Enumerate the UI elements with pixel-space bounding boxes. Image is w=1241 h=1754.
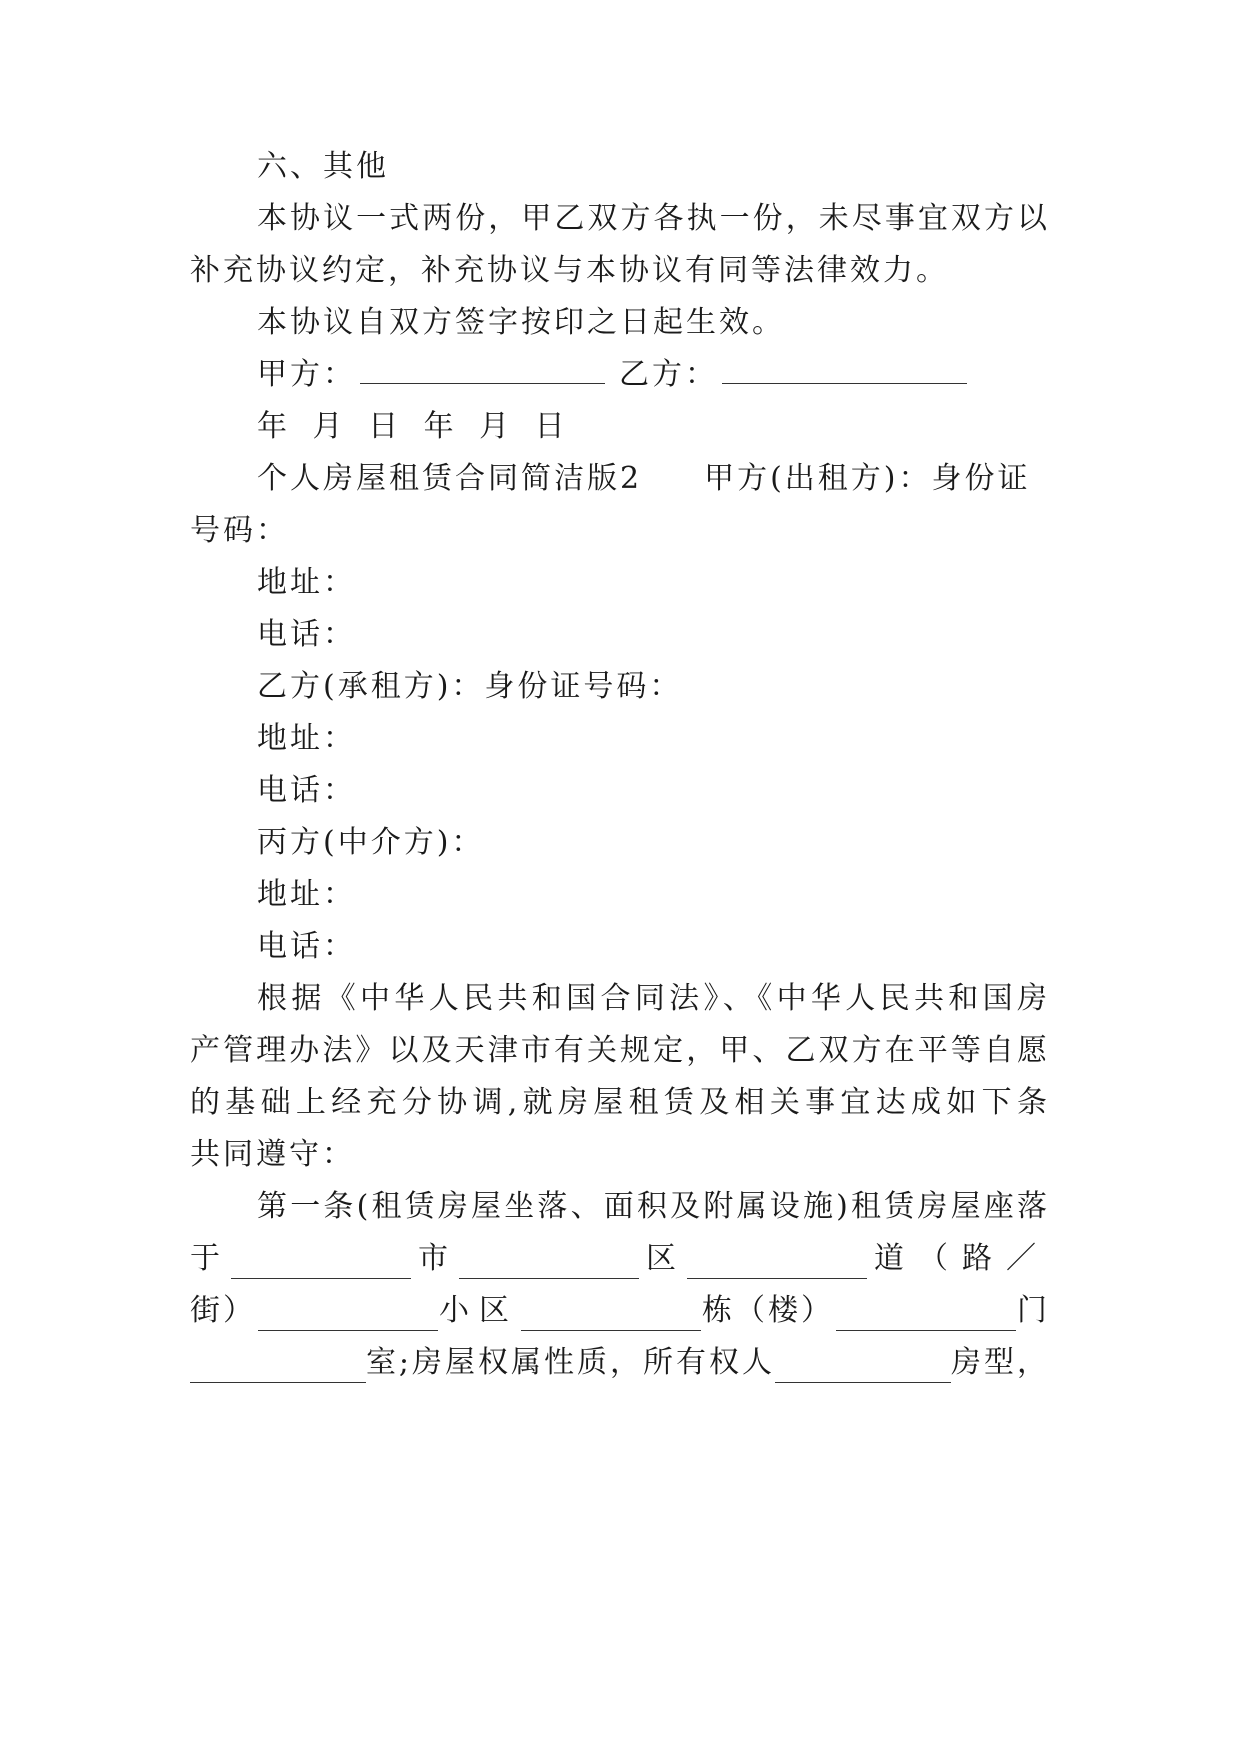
address-fill-line	[190, 1343, 1050, 1383]
address-part-jie: 街）	[190, 1293, 256, 1328]
address-part-dao: 道（路／	[874, 1241, 1050, 1276]
paragraph-line: 号码：	[190, 513, 289, 548]
paragraph-line: 本协议自双方签字按印之日起生效。	[257, 305, 785, 340]
phone-label: 电话：	[257, 929, 356, 964]
fill-blank-district	[459, 1254, 639, 1279]
paragraph-line: 根据《中华人民共和国合同法》、《中华人民共和国房	[257, 981, 1050, 1016]
address-part-shi: 市	[418, 1241, 451, 1276]
party-b-label: 乙方：	[619, 357, 718, 392]
phone-label: 电话：	[257, 617, 356, 652]
address-part-men: 门	[1017, 1293, 1050, 1328]
fill-blank-building	[836, 1306, 1016, 1331]
lessee-label: 乙方(承租方)：身份证号码：	[257, 669, 683, 704]
fill-blank-community	[521, 1306, 701, 1331]
address-part-dong: 栋（楼）	[702, 1293, 834, 1328]
paragraph-line: 产管理办法》以及天津市有关规定，甲、乙双方在平等自愿	[190, 1033, 1050, 1068]
address-label: 地址：	[257, 721, 356, 756]
address-label: 地址：	[257, 877, 356, 912]
date-line: 年 月 日 年 月 日	[257, 409, 568, 444]
address-fill-line	[190, 1239, 1050, 1279]
fill-blank-city	[231, 1254, 411, 1279]
section-heading: 六、其他	[257, 149, 389, 184]
signature-blank	[360, 359, 605, 384]
agent-label: 丙方(中介方)：	[257, 825, 485, 860]
paragraph-line: 的基础上经充分协调,就房屋租赁及相关事宜达成如下条	[190, 1085, 1050, 1120]
title-line	[257, 459, 1050, 499]
paragraph-line: 本协议一式两份，甲乙双方各执一份，未尽事宜双方以	[257, 201, 1050, 236]
phone-label: 电话：	[257, 773, 356, 808]
paragraph-line: 补充协议约定，补充协议与本协议有同等法律效力。	[190, 253, 949, 288]
address-part-room: 室;房屋权属性质，所有权人	[365, 1345, 776, 1380]
fill-blank-street	[258, 1306, 438, 1331]
address-part-fangxing: 房型，	[950, 1345, 1050, 1380]
paragraph-line: 第一条(租赁房屋坐落、面积及附属设施)租赁房屋座落	[257, 1189, 1050, 1224]
fill-blank-road	[687, 1254, 867, 1279]
fill-blank-unit	[190, 1358, 366, 1383]
address-part-qu: 区	[646, 1241, 679, 1276]
party-a-label: 甲方：	[257, 357, 356, 392]
lessor-label: 甲方(出租方)：身份证	[704, 461, 1031, 496]
address-fill-line	[190, 1291, 1050, 1331]
address-label: 地址：	[257, 565, 356, 600]
address-part-xiaoqu: 小区	[439, 1293, 519, 1328]
contract-title: 个人房屋租赁合同简洁版2	[257, 461, 643, 496]
signature-line	[257, 355, 1050, 395]
address-part-yu: 于	[190, 1241, 223, 1276]
paragraph-line: 共同遵守：	[190, 1137, 355, 1172]
fill-blank-owner	[775, 1358, 951, 1383]
signature-blank	[722, 359, 967, 384]
